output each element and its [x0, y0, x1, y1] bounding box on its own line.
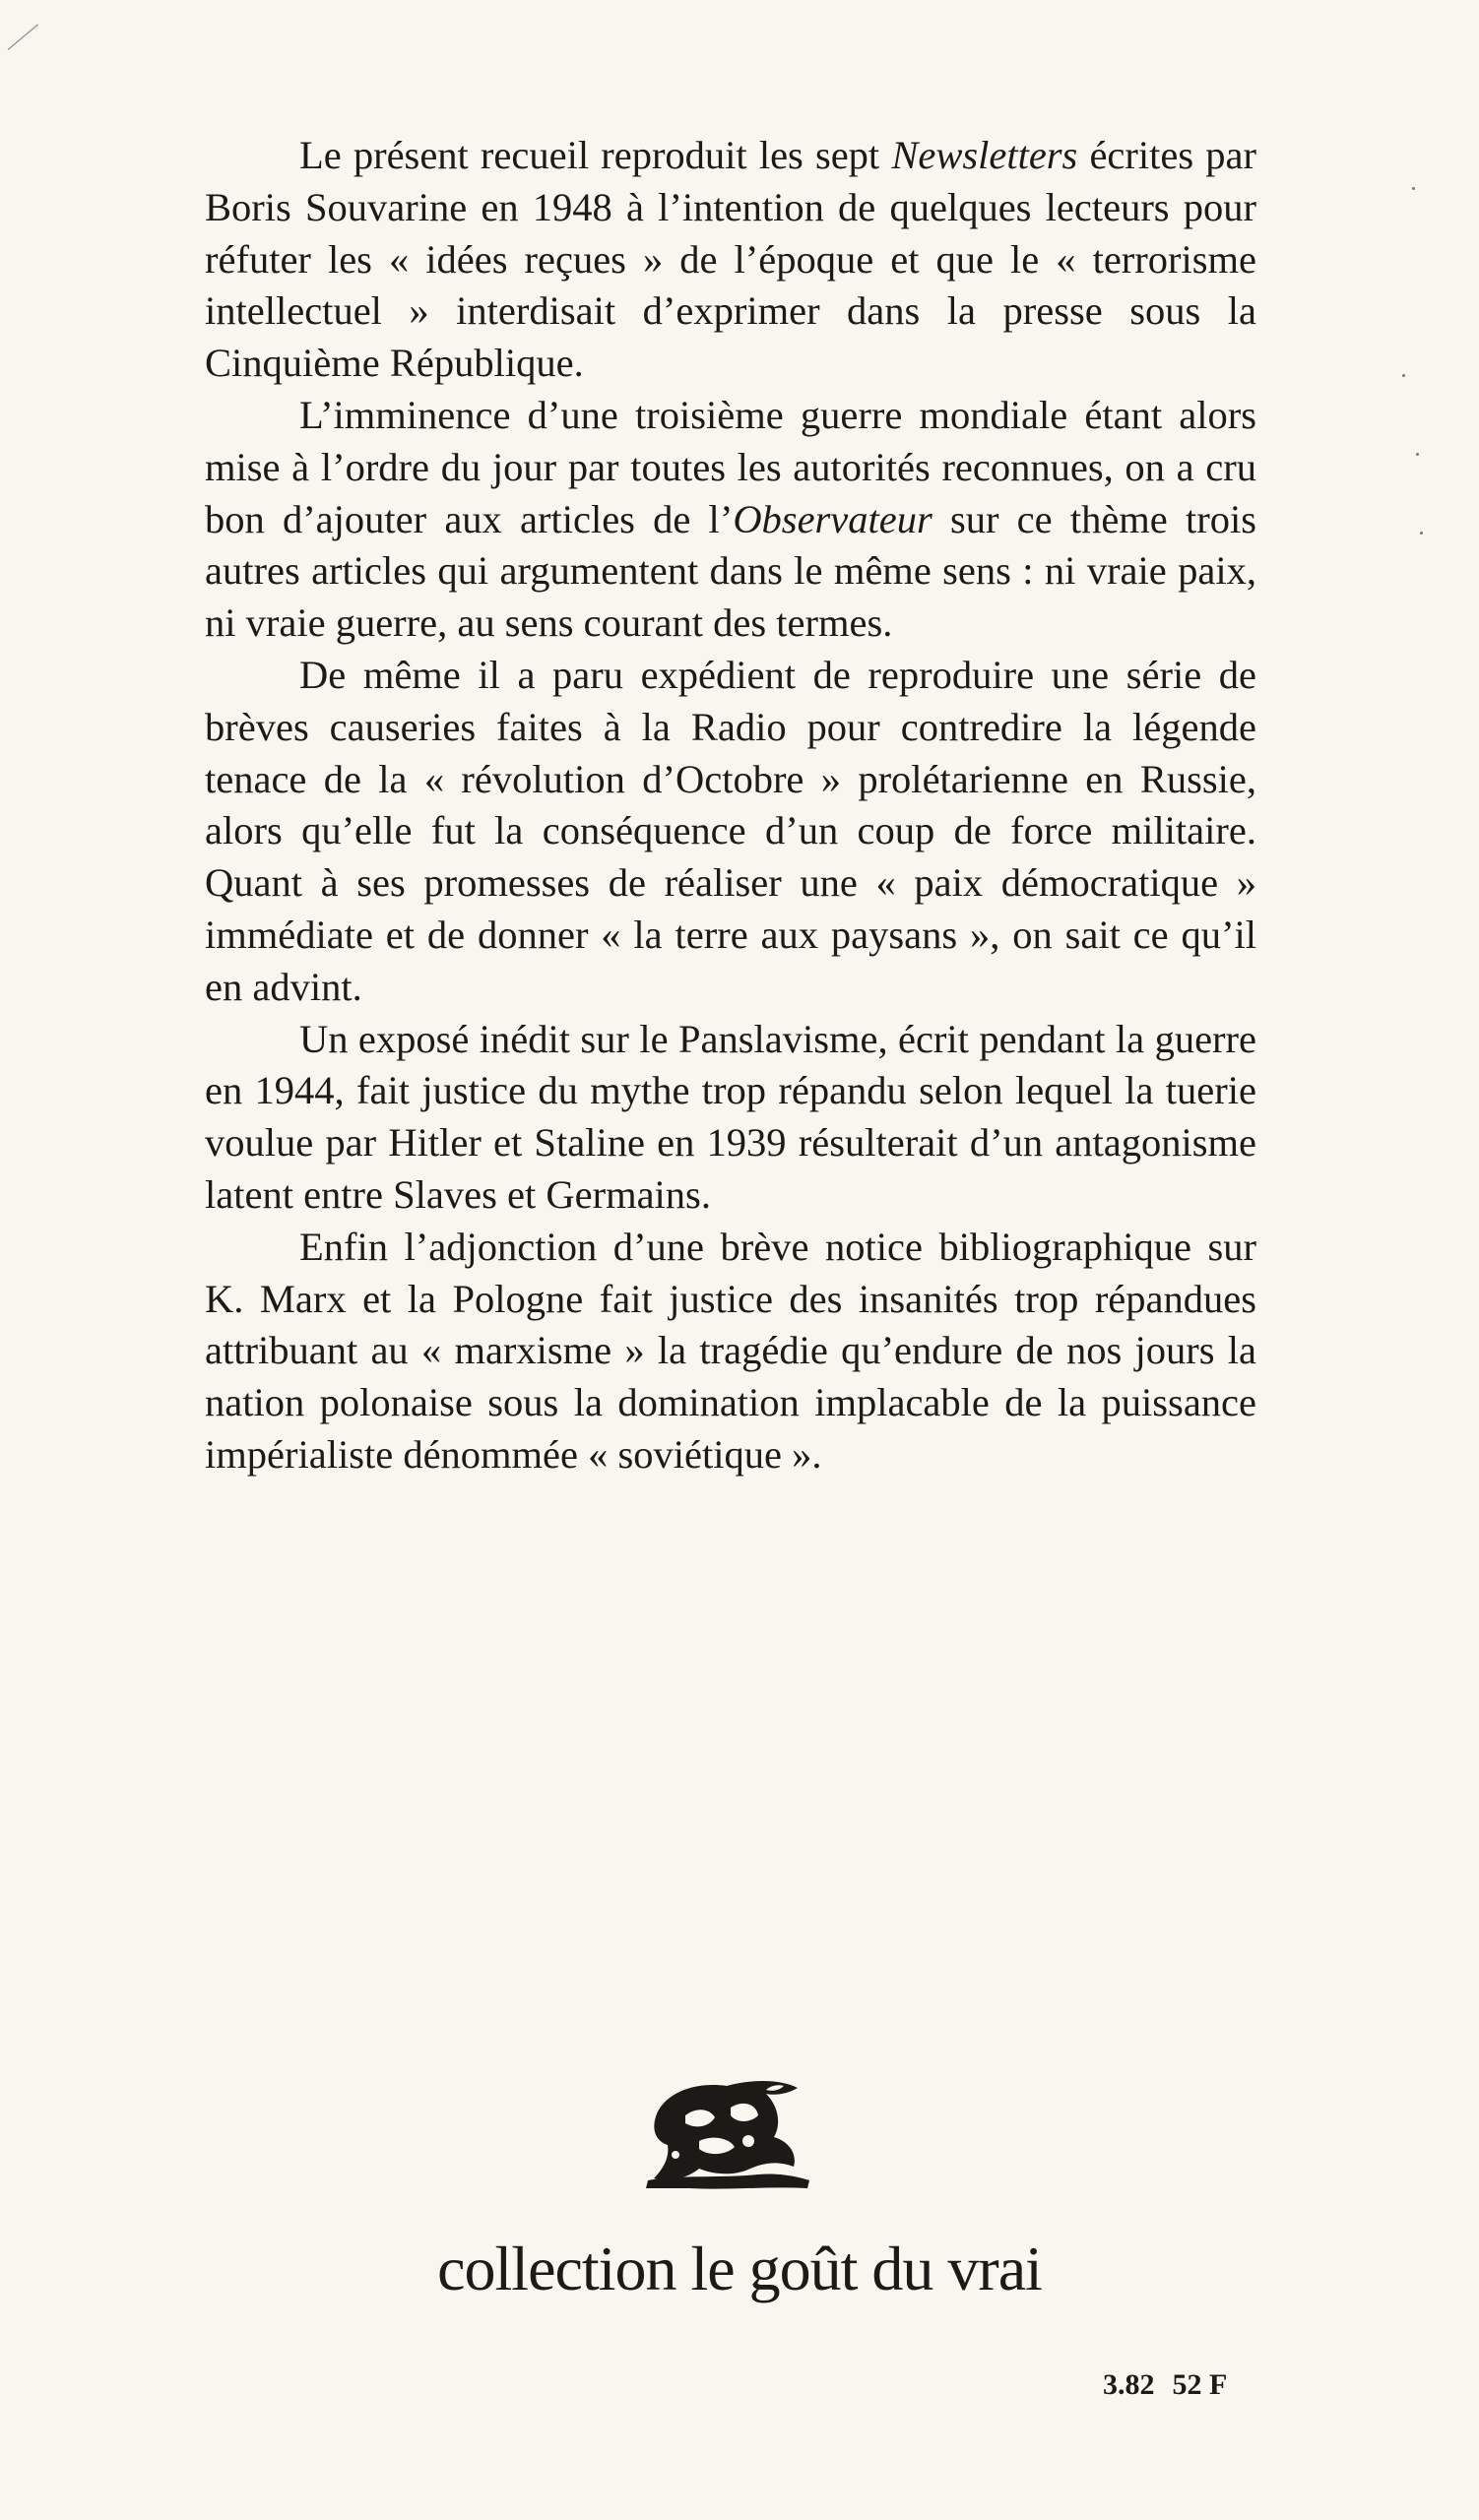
italic-title: Observateur — [733, 496, 932, 541]
blurb-paragraph — [205, 1014, 1256, 1222]
blurb-text-run: écrites par Boris Souvarine en 1948 à l’intention de quelques lecteurs pour réfuter les « idées reçues » de l’époque et que le « terrorisme intellectuel » interdisait d’exprimer dans la presse sous la Cinquième République. — [205, 133, 1256, 386]
price-line — [1103, 2368, 1227, 2402]
price: 52 F — [1172, 2368, 1228, 2401]
blurb-paragraph — [205, 130, 1256, 390]
blurb-text — [205, 130, 1256, 1481]
collection-name: collection le goût du vrai — [437, 2234, 1042, 2303]
collection-emblem-icon — [640, 2072, 817, 2195]
blurb-text-run: Le présent recueil reproduit les sept — [299, 133, 892, 177]
date-code: 3.82 — [1103, 2368, 1155, 2401]
paper-specks — [1410, 187, 1430, 581]
blurb-text-run: L’imminence d’une troisième guerre mondiale étant alors mise à l’ordre du jour par toutes les autorités reconnues, on a cru bon d’ajouter aux articles de l’ — [205, 392, 1256, 541]
paper-mark — [8, 24, 38, 49]
blurb-paragraph — [205, 1222, 1256, 1481]
italic-title: Newsletters — [891, 133, 1078, 177]
blurb-paragraph — [205, 390, 1256, 650]
blurb-text-run: sur ce thème trois autres articles qui argumentent dans le même sens : ni vraie paix, ni vraie guerre, au sens courant des termes. — [205, 496, 1256, 646]
blurb-text-run: Un exposé inédit sur le Panslavisme, écrit pendant la guerre en 1944, fait justice du mythe trop répandu selon lequel la tuerie voulue par Hitler et Staline en 1939 résulterait d’un antagonisme latent entre Slaves et Germains. — [205, 1016, 1256, 1217]
blurb-paragraph — [205, 650, 1256, 1014]
blurb-text-run: De même il a paru expédient de reproduire une série de brèves causeries faites à la Radio pour contredire la légende tenace de la « révolution d’Octobre » prolétarienne en Russie, alors qu’elle fut la conséquence d’un coup de force militaire. Quant à ses promesses de réaliser une « paix démocratique » immédiate et de donner « la terre aux paysans », on sait ce qu’il en advint. — [205, 652, 1256, 1009]
blurb-text-run: Enfin l’adjonction d’une brève notice bibliographique sur K. Marx et la Pologne fait justice des insanités trop répandues attribuant au « marxisme » la tragédie qu’endure de nos jours la nation polonaise sous la domination implacable de la puissance impérialiste dénommée « soviétique ». — [205, 1224, 1256, 1477]
